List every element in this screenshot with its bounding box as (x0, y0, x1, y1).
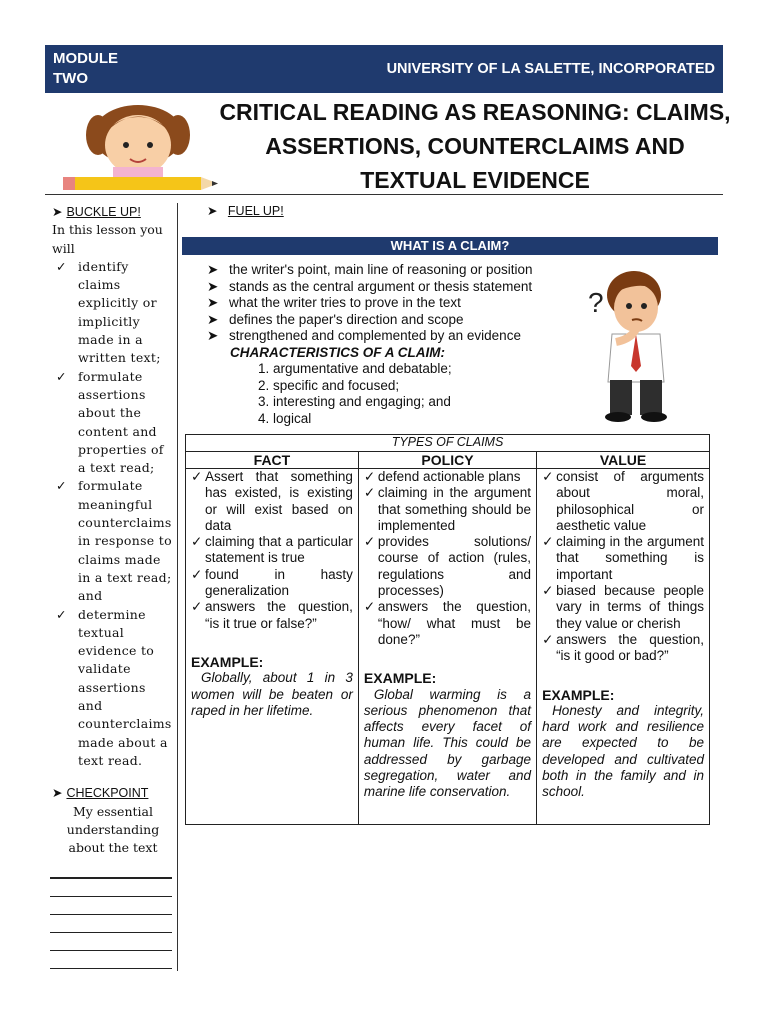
list-item: ✓ claiming in the argument that something should be implemented (363, 485, 532, 533)
column-divider (177, 203, 178, 971)
check-icon: ✓ (191, 469, 203, 484)
list-item: ✓ provides solutions/ course of action (rules, regulations and processes) (363, 534, 532, 599)
column-header: POLICY (358, 452, 536, 469)
table-caption: TYPES OF CLAIMS (186, 435, 710, 452)
example-label: EXAMPLE: (191, 653, 264, 670)
arrow-icon: ➤ (207, 311, 219, 327)
example-text: Honesty and integrity, hard work and resilience are expected to be developed and cultivated both in the family and in school. (542, 702, 704, 800)
column-header: FACT (186, 452, 359, 469)
arrow-icon: ➤ (207, 295, 219, 310)
example-label: EXAMPLE: (363, 670, 437, 687)
list-item: ✓ claiming that a particular statement is true (191, 534, 353, 566)
list-item: ✓ formulate assertions about the content and properties of a text read; (56, 368, 164, 476)
check-icon: ✓ (363, 534, 376, 550)
example-text: Globally, about 1 in 3 women will be beaten or raped in her lifetime. (191, 670, 353, 718)
girl-pencil-illustration (58, 95, 223, 195)
check-icon: ✓ (542, 534, 554, 550)
check-icon: ✓ (542, 583, 554, 599)
types-of-claims-table (185, 434, 710, 825)
list-item: ✓ determine textual evidence to validate assertions and counterclaims made about a text read. (56, 606, 172, 768)
check-icon: ✓ (56, 258, 67, 274)
check-icon: ✓ (363, 485, 376, 501)
characteristics-title: CHARACTERISTICS OF A CLAIM: (230, 345, 445, 360)
checkpoint-heading: CHECKPOINT (66, 786, 149, 801)
fuel-up-heading: FUEL UP! (227, 204, 284, 218)
answer-lines (50, 877, 172, 986)
list-item: ✓ consist of arguments about moral, philosophical or aesthetic value (542, 469, 704, 533)
check-icon: ✓ (56, 368, 67, 384)
list-item: ➤ strengthened and complemented by an evidence (207, 328, 521, 343)
example-label: EXAMPLE: (542, 686, 615, 703)
page-title: CRITICAL READING AS REASONING: CLAIMS, ASSERTIONS, COUNTERCLAIMS AND TEXTUAL EVIDENCE (219, 99, 731, 193)
claim-definitions (207, 262, 533, 345)
fuel-up (207, 203, 284, 218)
check-icon: ✓ (363, 599, 376, 615)
check-icon: ✓ (542, 631, 554, 647)
arrow-icon: ➤ (52, 786, 63, 801)
example-text: Global warming is a serious phenomenon that affects every facet of human life. This could be addressed by garbage segregation, water and marine life conservation. (363, 686, 532, 800)
list-item: ✓ defend actionable plans (363, 469, 521, 484)
lesson-intro: In this lesson you will (52, 222, 163, 256)
list-item: ✓ biased because people vary in terms of things they value or cherish (542, 583, 704, 631)
list-item: ✓ Assert that something has existed, is existing or will exist based on data (191, 469, 353, 533)
svg-text:?: ? (588, 287, 604, 318)
list-item: 3. interesting and engaging; and (258, 394, 451, 409)
check-icon: ✓ (56, 478, 67, 494)
list-item: ✓ formulate meaningful counterclaims in response to claims made in a text read; and (56, 478, 172, 604)
list-item: ✓ identify claims explicitly or implicitly made in a written text; (56, 258, 161, 366)
objectives-list (52, 258, 174, 770)
list-item: ➤ defines the paper's direction and scope (207, 311, 464, 327)
check-icon: ✓ (56, 606, 67, 622)
thinking-man-illustration (586, 262, 716, 427)
list-item: ➤ what the writer tries to prove in the text (207, 295, 461, 310)
fact-cell (186, 469, 359, 825)
list-item: ✓ answers the question, “is it good or bad?” (542, 631, 704, 664)
arrow-icon: ➤ (52, 205, 63, 219)
checkpoint-text: My essential understanding about the text (66, 803, 160, 856)
list-item: 2. specific and focused; (258, 377, 400, 393)
check-icon: ✓ (191, 599, 203, 615)
university-name: UNIVERSITY OF LA SALETTE, INCORPORATED (386, 61, 715, 77)
sidebar (52, 203, 174, 857)
list-item: 4. logical (258, 410, 312, 426)
check-icon: ✓ (191, 534, 203, 550)
list-item: 1. argumentative and debatable; (258, 361, 452, 376)
divider (45, 194, 723, 195)
arrow-icon: ➤ (207, 204, 218, 218)
arrow-icon: ➤ (207, 262, 219, 277)
list-item: ✓ found in hasty generalization (191, 566, 353, 599)
list-item: ✓ claiming in the argument that something is important (542, 534, 704, 582)
check-icon: ✓ (542, 469, 554, 484)
buckle-up-heading: BUCKLE UP! (66, 205, 141, 219)
value-cell (537, 469, 710, 825)
list-item: ✓ answers the question, “how/ what must be done?” (363, 599, 532, 647)
module-header (45, 45, 723, 93)
arrow-icon: ➤ (207, 328, 219, 343)
characteristics-list (258, 361, 452, 427)
check-icon: ✓ (191, 566, 203, 582)
column-header: VALUE (537, 452, 710, 469)
module-label: MODULE TWO (53, 50, 118, 87)
arrow-icon: ➤ (207, 278, 219, 294)
claim-heading: WHAT IS A CLAIM? (182, 237, 718, 255)
policy-cell (358, 469, 536, 825)
list-item: ✓ answers the question, “is it true or false?” (191, 599, 353, 631)
list-item: ➤ the writer's point, main line of reasoning or position (207, 262, 533, 277)
list-item: ➤ stands as the central argument or thesis statement (207, 278, 533, 294)
check-icon: ✓ (363, 469, 376, 484)
